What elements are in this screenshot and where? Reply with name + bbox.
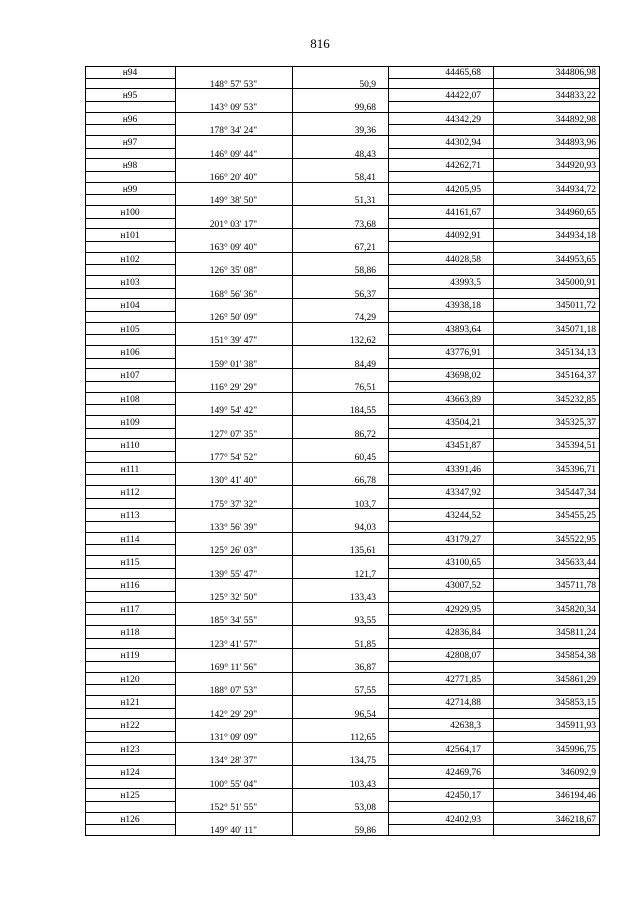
coord-x: 44465,68 — [445, 67, 481, 78]
coord-y: 345396,71 — [555, 464, 596, 475]
point-name: н95 — [122, 91, 138, 102]
direction-angle: 130° 41' 40" — [209, 476, 258, 487]
coord-y: 345854,38 — [555, 651, 596, 662]
direction-angle: 149° 38' 50" — [209, 196, 258, 207]
coord-y: 345134,13 — [555, 347, 596, 358]
coord-x: 42450,17 — [445, 791, 481, 802]
point-name: н98 — [122, 161, 138, 172]
coord-x: 43451,87 — [445, 441, 481, 452]
row-divider — [85, 532, 176, 533]
coord-y: 345811,24 — [555, 627, 596, 638]
direction-angle: 142° 29' 29" — [209, 709, 258, 720]
coord-y: 346092,9 — [560, 767, 596, 778]
coord-x: 42638,3 — [450, 721, 481, 732]
segment-length: 36,87 — [354, 662, 376, 673]
coord-y: 345232,85 — [555, 394, 596, 405]
row-divider — [85, 602, 176, 603]
point-name: н102 — [120, 254, 140, 265]
direction-angle: 163° 09' 40" — [209, 242, 258, 253]
coord-y: 344892,98 — [555, 114, 596, 125]
segment-length: 48,43 — [354, 149, 376, 160]
direction-angle: 149° 40' 11" — [209, 826, 258, 837]
row-divider — [85, 742, 176, 743]
coord-y: 345394,51 — [555, 441, 596, 452]
coord-y: 344934,18 — [555, 231, 596, 242]
coord-y: 345711,78 — [555, 581, 596, 592]
segment-length: 86,72 — [354, 429, 376, 440]
coord-x: 42564,17 — [445, 744, 481, 755]
segment-length: 56,37 — [354, 289, 376, 300]
row-divider — [388, 462, 600, 463]
direction-angle: 134° 28' 37" — [209, 756, 258, 767]
coord-y: 345633,44 — [555, 557, 596, 568]
coord-x: 44342,29 — [445, 114, 481, 125]
segment-length: 96,54 — [354, 709, 376, 720]
coord-x: 42714,88 — [445, 697, 481, 708]
segment-length: 58,86 — [354, 266, 376, 277]
point-name: н100 — [120, 207, 140, 218]
coord-x: 42836,84 — [445, 627, 481, 638]
segment-length: 59,86 — [354, 826, 376, 837]
point-name: н99 — [122, 184, 138, 195]
point-name: н120 — [120, 674, 140, 685]
point-name: н110 — [120, 441, 140, 452]
point-name: н97 — [122, 137, 138, 148]
coord-x: 43100,65 — [445, 557, 481, 568]
coord-x: 42771,85 — [445, 674, 481, 685]
segment-length: 76,51 — [354, 382, 376, 393]
direction-angle: 126° 50' 09" — [209, 312, 258, 323]
segment-length: 94,03 — [354, 522, 376, 533]
row-divider — [388, 112, 600, 113]
coord-y: 344934,72 — [555, 184, 596, 195]
coord-x: 43179,27 — [445, 534, 481, 545]
segment-length: 67,21 — [354, 242, 376, 253]
coord-y: 345861,29 — [555, 674, 596, 685]
direction-angle: 126° 35' 08" — [209, 266, 258, 277]
point-name: н103 — [120, 277, 140, 288]
direction-angle: 166° 20' 40" — [209, 172, 258, 183]
segment-length: 39,36 — [354, 126, 376, 137]
point-name: н114 — [120, 534, 140, 545]
coord-x: 42402,93 — [445, 814, 481, 825]
coord-y: 345325,37 — [555, 417, 596, 428]
segment-length: 58,41 — [354, 172, 376, 183]
coord-x: 44092,91 — [445, 231, 481, 242]
coord-y: 345447,34 — [555, 487, 596, 498]
coord-x: 43007,52 — [445, 581, 481, 592]
coord-y: 345820,34 — [555, 604, 596, 615]
coord-x: 44302,94 — [445, 137, 481, 148]
direction-angle: 143° 09' 53" — [209, 102, 258, 113]
coord-y: 346194,46 — [555, 791, 596, 802]
row-divider — [388, 252, 600, 253]
point-name: н112 — [120, 487, 140, 498]
direction-angle: 188° 07' 53" — [209, 686, 258, 697]
coord-x: 43663,89 — [445, 394, 481, 405]
direction-angle: 127° 07' 35" — [209, 429, 258, 440]
point-name: н125 — [120, 791, 140, 802]
segment-length: 132,62 — [349, 336, 376, 347]
segment-length: 53,08 — [354, 802, 376, 813]
point-name: н124 — [120, 767, 140, 778]
row-divider — [85, 672, 176, 673]
point-name: н104 — [120, 301, 140, 312]
direction-angle: 169° 11' 56" — [209, 662, 258, 673]
coord-y: 344920,93 — [555, 161, 596, 172]
coord-x: 43347,92 — [445, 487, 481, 498]
direction-angle: 149° 54' 42" — [209, 406, 258, 417]
row-divider — [85, 812, 176, 813]
segment-length: 93,55 — [354, 616, 376, 627]
point-name: н117 — [120, 604, 140, 615]
point-name: н111 — [120, 464, 140, 475]
coord-y: 345996,75 — [555, 744, 596, 755]
row-divider — [388, 322, 600, 323]
coord-y: 344833,22 — [555, 91, 596, 102]
direction-angle: 123° 41' 57" — [209, 639, 258, 650]
coord-x: 44422,07 — [445, 91, 481, 102]
segment-length: 103,7 — [354, 499, 376, 510]
coord-x: 43938,18 — [445, 301, 481, 312]
coord-x: 44161,67 — [445, 207, 481, 218]
segment-length: 60,45 — [354, 452, 376, 463]
point-name: н126 — [120, 814, 140, 825]
segment-length: 135,61 — [349, 546, 376, 557]
coord-x: 44205,95 — [445, 184, 481, 195]
point-name: н121 — [120, 697, 140, 708]
segment-length: 57,55 — [354, 686, 376, 697]
coord-y: 345911,93 — [555, 721, 596, 732]
coord-y: 345011,72 — [555, 301, 596, 312]
direction-angle: 139° 55' 47" — [209, 569, 258, 580]
direction-angle: 125° 32' 50" — [209, 592, 258, 603]
direction-angle: 152° 51' 55" — [209, 802, 258, 813]
direction-angle: 131° 09' 09" — [209, 732, 258, 743]
direction-angle: 100° 55' 04" — [209, 779, 258, 790]
row-divider — [85, 112, 176, 113]
page-number: 816 — [310, 36, 330, 51]
row-divider — [85, 392, 176, 393]
direction-angle: 201° 03' 17" — [209, 219, 258, 230]
point-name: н119 — [120, 651, 140, 662]
direction-angle: 125° 26' 03" — [209, 546, 258, 557]
direction-angle: 148° 57' 53" — [209, 79, 258, 90]
point-name: н106 — [120, 347, 140, 358]
segment-length: 66,78 — [354, 476, 376, 487]
coord-x: 43504,21 — [445, 417, 481, 428]
direction-angle: 185° 34' 55" — [209, 616, 258, 627]
segment-length: 51,85 — [354, 639, 376, 650]
row-divider — [85, 462, 176, 463]
direction-angle: 175° 37' 32" — [209, 499, 258, 510]
coord-y: 346218,67 — [555, 814, 596, 825]
segment-length: 134,75 — [349, 756, 376, 767]
segment-length: 74,29 — [354, 312, 376, 323]
row-divider — [388, 812, 600, 813]
segment-length: 112,65 — [350, 732, 376, 743]
segment-length: 133,43 — [349, 592, 376, 603]
row-divider — [388, 392, 600, 393]
row-divider — [85, 252, 176, 253]
direction-angle: 159° 01' 38" — [209, 359, 258, 370]
direction-angle: 146° 09' 44" — [209, 149, 258, 160]
segment-length: 103,43 — [349, 779, 376, 790]
row-divider — [388, 672, 600, 673]
direction-angle: 116° 29' 29" — [209, 382, 258, 393]
coord-x: 43993,5 — [450, 277, 481, 288]
coord-y: 345853,15 — [555, 697, 596, 708]
point-name: н113 — [120, 511, 140, 522]
coord-x: 43698,02 — [445, 371, 481, 382]
segment-length: 51,31 — [354, 196, 376, 207]
point-name: н107 — [120, 371, 140, 382]
coord-y: 345000,91 — [555, 277, 596, 288]
point-name: н123 — [120, 744, 140, 755]
point-name: н96 — [122, 114, 138, 125]
direction-angle: 177° 54' 52" — [209, 452, 258, 463]
coord-x: 43776,91 — [445, 347, 481, 358]
coord-y: 345071,18 — [555, 324, 596, 335]
coord-x: 43391,46 — [445, 464, 481, 475]
segment-length: 184,55 — [349, 406, 376, 417]
coord-y: 345522,95 — [555, 534, 596, 545]
segment-length: 50,9 — [359, 79, 376, 90]
coord-y: 344806,98 — [555, 67, 596, 78]
segment-length: 73,68 — [354, 219, 376, 230]
row-divider — [388, 532, 600, 533]
segment-length: 84,49 — [354, 359, 376, 370]
point-name: н109 — [120, 417, 140, 428]
coord-x: 43244,52 — [445, 511, 481, 522]
segment-length: 99,68 — [354, 102, 376, 113]
point-name: н115 — [120, 557, 140, 568]
point-name: н108 — [120, 394, 140, 405]
point-name: н94 — [122, 67, 138, 78]
row-divider — [388, 182, 600, 183]
point-name: н116 — [120, 581, 140, 592]
coord-x: 43893,64 — [445, 324, 481, 335]
direction-angle: 133° 56' 39" — [209, 522, 258, 533]
coord-y: 344893,96 — [555, 137, 596, 148]
coord-y: 345164,37 — [555, 371, 596, 382]
coord-x: 42469,76 — [445, 767, 481, 778]
coord-x: 42929,95 — [445, 604, 481, 615]
coord-y: 344953,65 — [555, 254, 596, 265]
coord-x: 42808,07 — [445, 651, 481, 662]
point-name: н118 — [120, 627, 140, 638]
row-divider — [85, 182, 176, 183]
direction-angle: 178° 34' 24" — [209, 126, 258, 137]
coordinates-table — [85, 66, 600, 836]
coord-x: 44262,71 — [445, 161, 481, 172]
coord-x: 44028,58 — [445, 254, 481, 265]
direction-angle: 151° 39' 47" — [209, 336, 258, 347]
direction-angle: 168° 56' 36" — [209, 289, 258, 300]
row-divider — [85, 322, 176, 323]
segment-length: 121,7 — [354, 569, 376, 580]
coord-y: 345455,25 — [555, 511, 596, 522]
row-divider — [388, 602, 600, 603]
row-divider — [388, 742, 600, 743]
point-name: н122 — [120, 721, 140, 732]
point-name: н101 — [120, 231, 140, 242]
point-name: н105 — [120, 324, 140, 335]
coord-y: 344960,65 — [555, 207, 596, 218]
